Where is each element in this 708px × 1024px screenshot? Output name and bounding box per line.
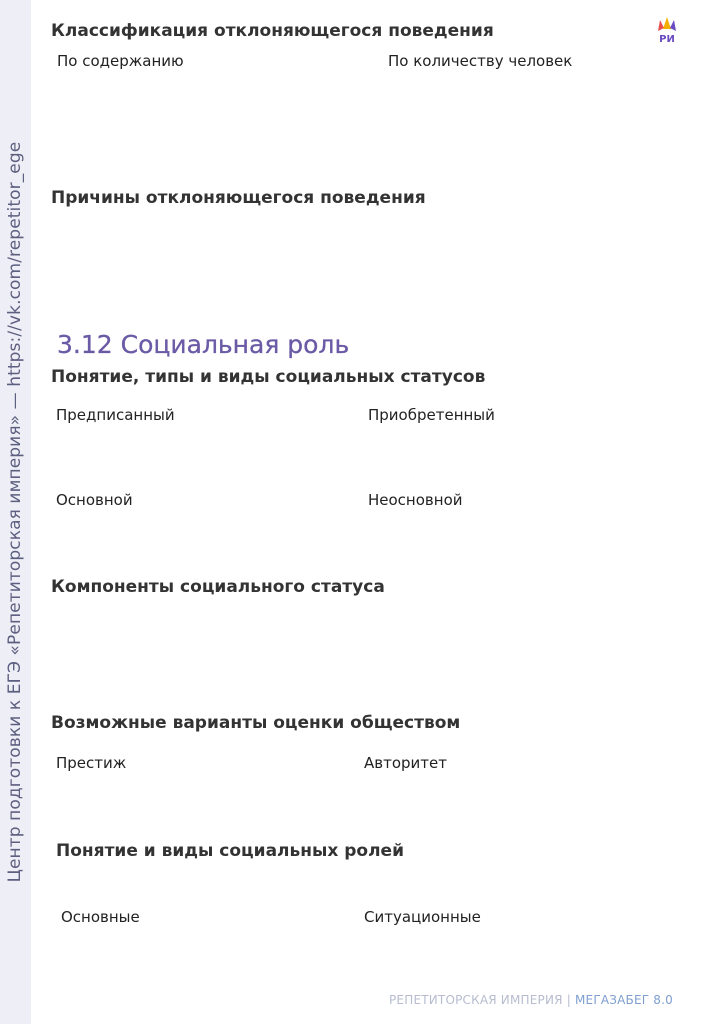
footer-event: МЕГАЗАБЕГ 8.0: [574, 993, 673, 1007]
role-situational: Ситуационные: [364, 908, 481, 926]
evaluation-heading: Возможные варианты оценки обществом: [51, 713, 461, 733]
evaluation-authority: Авторитет: [364, 754, 447, 772]
sidebar: [0, 0, 31, 1024]
sidebar-caption: Центр подготовки к ЕГЭ «Репетиторская империя» — https://vk.com/repetitor_ege: [5, 141, 25, 883]
status-main: Основной: [56, 491, 133, 509]
brand-logo: [655, 16, 679, 44]
role-main: Основные: [61, 908, 140, 926]
evaluation-prestige: Престиж: [56, 754, 127, 772]
status-non-main: Неосновной: [368, 491, 463, 509]
classification-by-people-count: По количеству человек: [388, 52, 573, 70]
logo-letters: РИ: [659, 34, 675, 44]
status-ascribed: Предписанный: [56, 406, 175, 424]
footer-separator: |: [562, 993, 575, 1007]
classification-by-content: По содержанию: [57, 52, 184, 70]
classification-heading: Классификация отклоняющегося поведения: [51, 21, 494, 41]
roles-heading: Понятие и виды социальных ролей: [56, 841, 404, 861]
statuses-heading: Понятие, типы и виды социальных статусов: [51, 367, 486, 387]
causes-heading: Причины отклоняющегося поведения: [51, 188, 426, 208]
section-title: 3.12 Социальная роль: [57, 330, 350, 359]
components-heading: Компоненты социального статуса: [51, 577, 385, 597]
crown-icon: [655, 16, 679, 44]
status-achieved: Приобретенный: [368, 406, 495, 424]
footer-brand: РЕПЕТИТОРСКАЯ ИМПЕРИЯ: [389, 993, 563, 1007]
footer: [389, 993, 673, 1007]
